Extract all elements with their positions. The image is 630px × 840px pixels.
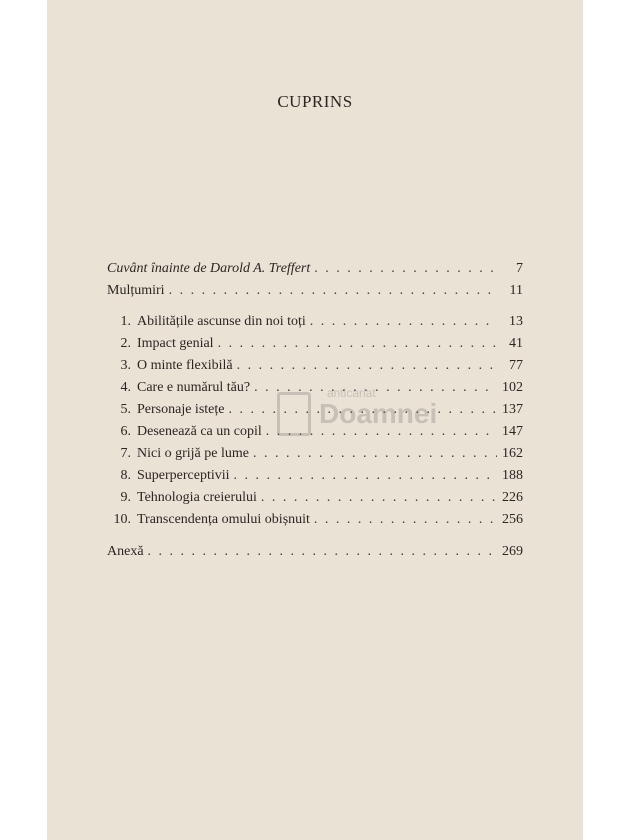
chapter-title: Impact genial — [137, 336, 214, 351]
toc-chapter — [107, 487, 523, 509]
chapter-page: 147 — [502, 424, 523, 439]
toc-entry-page: 7 — [516, 261, 523, 276]
toc-chapter — [107, 465, 523, 487]
chapter-title: Care e numărul tău? — [137, 380, 251, 395]
toc-entry-acknowledgements — [107, 280, 523, 302]
dot-leader — [314, 258, 497, 280]
dot-leader — [253, 443, 497, 465]
chapter-number: 5. — [120, 402, 131, 417]
chapter-title: Personaje istețe — [137, 402, 225, 417]
toc-chapter — [107, 355, 523, 377]
dot-leader — [148, 541, 497, 563]
chapter-number: 3. — [120, 358, 131, 373]
chapter-number: 2. — [120, 336, 131, 351]
toc-chapter — [107, 443, 523, 465]
dot-leader — [310, 311, 497, 333]
chapter-title: Desenează ca un copil — [137, 424, 262, 439]
dot-leader — [266, 421, 497, 443]
chapter-page: 226 — [502, 490, 523, 505]
chapter-page: 13 — [509, 314, 523, 329]
dot-leader — [169, 280, 497, 302]
chapter-title: Nici o grijă pe lume — [137, 446, 249, 461]
chapter-title: Transcendența omului obișnuit — [137, 512, 310, 527]
chapter-page: 77 — [509, 358, 523, 373]
toc-chapter — [107, 421, 523, 443]
chapter-number: 10. — [113, 512, 131, 527]
chapter-number: 6. — [120, 424, 131, 439]
dot-leader — [218, 333, 497, 355]
watermark-small-text: anticariat — [327, 386, 376, 400]
dot-leader — [261, 487, 497, 509]
chapter-title: Abilitățile ascunse din noi toți — [137, 314, 306, 329]
dot-leader — [234, 465, 497, 487]
toc-chapter — [107, 377, 523, 399]
chapter-title: Tehnologia creierului — [137, 490, 257, 505]
chapter-page: 102 — [502, 380, 523, 395]
chapter-number: 7. — [120, 446, 131, 461]
toc-entry-foreword — [107, 258, 523, 280]
toc-entry-appendix — [107, 541, 523, 563]
chapter-page: 41 — [509, 336, 523, 351]
toc-chapter — [107, 333, 523, 355]
chapter-title: Superperceptivii — [137, 468, 230, 483]
chapter-page: 162 — [502, 446, 523, 461]
toc-chapter — [107, 311, 523, 333]
chapter-number: 8. — [120, 468, 131, 483]
table-of-contents — [107, 258, 523, 563]
toc-chapter — [107, 509, 523, 531]
toc-entry-label: Anexă — [107, 544, 144, 559]
toc-entry-page: 11 — [509, 283, 523, 298]
toc-entry-page: 269 — [502, 544, 523, 559]
watermark-big-text: Doamnei — [319, 398, 438, 429]
chapter-title: O minte flexibilă — [137, 358, 233, 373]
dot-leader — [228, 399, 497, 421]
toc-chapter — [107, 399, 523, 421]
toc-entry-label: Mulțumiri — [107, 283, 165, 298]
chapter-number: 1. — [120, 314, 131, 329]
chapter-page: 188 — [502, 468, 523, 483]
dot-leader — [254, 377, 497, 399]
page-title: CUPRINS — [277, 92, 353, 111]
chapter-number: 4. — [120, 380, 131, 395]
dot-leader — [314, 509, 497, 531]
chapter-page: 256 — [502, 512, 523, 527]
dot-leader — [237, 355, 497, 377]
chapter-number: 9. — [120, 490, 131, 505]
chapter-page: 137 — [502, 402, 523, 417]
book-page — [47, 0, 583, 840]
toc-entry-label: Cuvânt înainte de Darold A. Treffert — [107, 261, 311, 276]
